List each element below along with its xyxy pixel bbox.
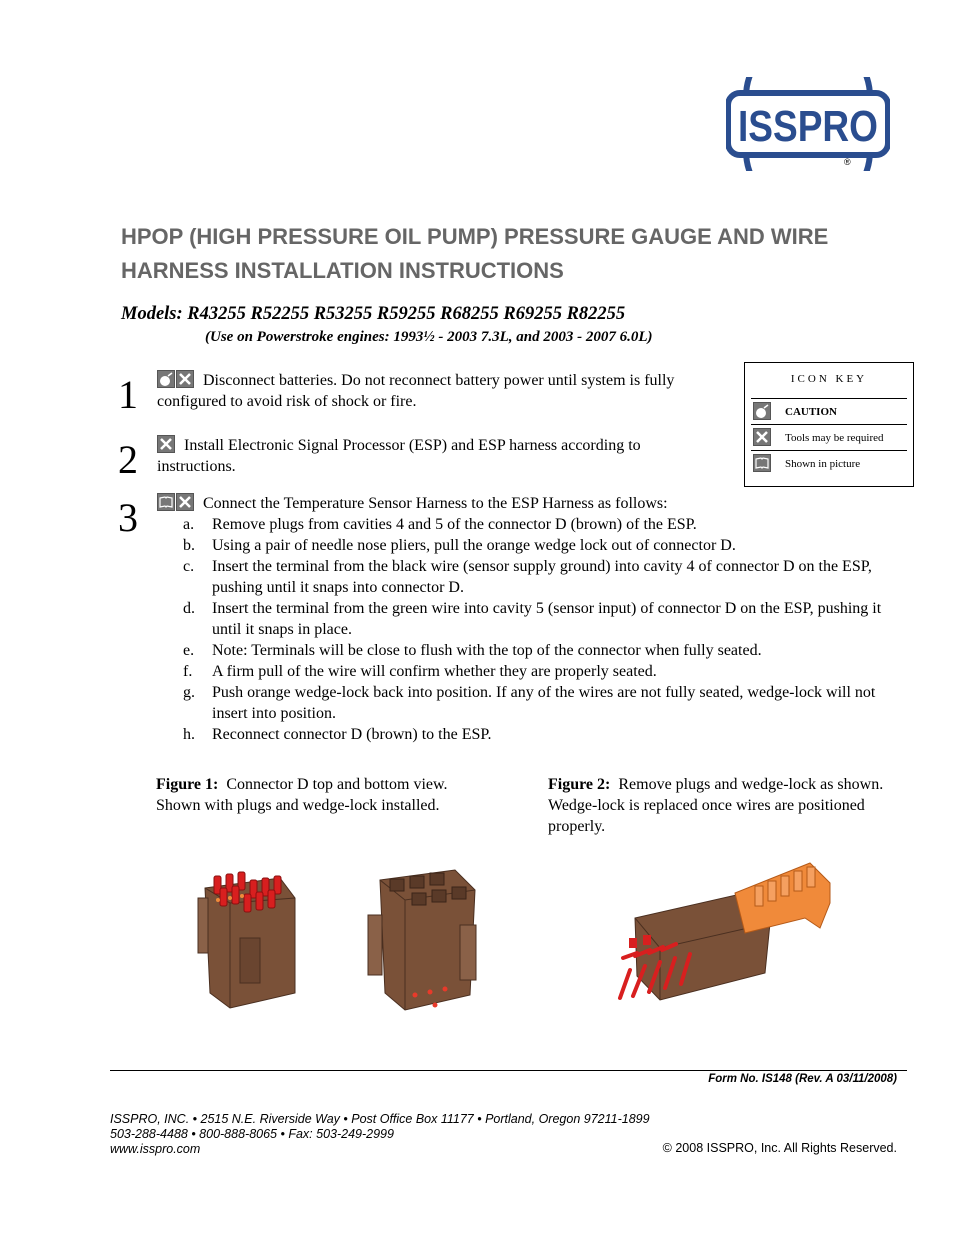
tools-icon — [176, 370, 194, 388]
step-text — [157, 370, 717, 412]
icon-key-row — [751, 398, 907, 425]
list-item: b. Using a pair of needle nose pliers, pull the orange wedge lock out of connector D. — [183, 537, 736, 554]
icon-key-title: ICON KEY — [790, 373, 868, 385]
caution-icon — [753, 402, 771, 420]
step-number: 3 — [118, 495, 138, 540]
icon-key-label: Tools may be required — [785, 432, 884, 444]
connector-bottom-view — [360, 865, 485, 1020]
list-item: d. Insert the terminal from the green wire into cavity 5 (sensor input) of connector D on the ESP, pushing it until it snaps in place. — [183, 600, 882, 638]
tools-icon — [753, 428, 771, 446]
picture-icon — [753, 454, 771, 472]
footer-website[interactable]: www.isspro.com — [110, 1142, 201, 1156]
footer-address: ISSPRO, INC. • 2515 N.E. Riverside Way • Post Office Box 11177 • Portland, Oregon 97211-1899 — [110, 1112, 650, 1126]
list-item: e. Note: Terminals will be close to flush with the top of the connector when fully seated. — [183, 642, 762, 659]
form-number: Form No. IS148 (Rev. A 03/11/2008) — [708, 1073, 897, 1085]
tools-icon — [157, 435, 175, 453]
figure-1-caption: Figure 1: Connector D top and bottom view. Shown with plugs and wedge-lock installed. — [156, 776, 448, 814]
icon-key — [744, 362, 914, 487]
list-item: g. Push orange wedge-lock back into position. If any of the wires are not fully seated, wedge-lock will not insert into position. — [183, 684, 876, 722]
icon-key-label: Shown in picture — [785, 458, 861, 470]
step-number: 1 — [118, 372, 138, 417]
footer-phone: 503-288-4488 • 800-888-8065 • Fax: 503-249-2999 — [110, 1127, 394, 1141]
page-title: HPOP (HIGH PRESSURE OIL PUMP) PRESSURE GAUGE AND WIRE HARNESS INSTALLATION INSTRUCTIONS — [121, 224, 829, 283]
registered-mark: ® — [844, 157, 851, 167]
list-item: f. A firm pull of the wire will confirm whether they are properly seated. — [183, 663, 657, 680]
logo-text: ISSPRO — [738, 102, 878, 151]
models-line: Models: R43255 R52255 R53255 R59255 R68255 R69255 R82255 — [121, 304, 626, 324]
icon-key-row — [751, 450, 907, 477]
step-number: 2 — [118, 437, 138, 482]
step-3-text: Connect the Temperature Sensor Harness to the ESP Harness as follows: — [203, 495, 668, 512]
icon-key-row — [751, 424, 907, 451]
step-1-text: Disconnect batteries. Do not reconnect battery power until system is fully configured to avoid risk of shock or fire. — [157, 372, 675, 410]
tools-icon — [176, 493, 194, 511]
copyright: © 2008 ISSPRO, Inc. All Rights Reserved. — [662, 1141, 897, 1155]
list-item: a. Remove plugs from cavities 4 and 5 of the connector D (brown) of the ESP. — [183, 516, 697, 533]
picture-icon — [157, 493, 175, 511]
step-2-text: Install Electronic Signal Processor (ESP) and ESP harness according to instructions. — [157, 437, 641, 475]
list-item: c. Insert the terminal from the black wire (sensor supply ground) into cavity 4 of connector D on the ESP, pushing until it snaps into connector D. — [183, 558, 872, 596]
use-on-line: (Use on Powerstroke engines: 1993½ - 2003 7.3L, and 2003 - 2007 6.0L) — [205, 329, 653, 345]
step-text — [157, 435, 717, 477]
step-text — [157, 493, 857, 514]
figure-2-caption: Figure 2: Remove plugs and wedge-lock as shown. Wedge-lock is replaced once wires are positioned properly. — [548, 776, 884, 835]
connector-top-view — [190, 868, 300, 1018]
list-item: h. Reconnect connector D (brown) to the ESP. — [183, 726, 492, 743]
isspro-logo — [726, 77, 890, 171]
footer-divider — [110, 1070, 907, 1071]
icon-key-label: CAUTION — [785, 406, 837, 418]
caution-icon — [157, 370, 175, 388]
connector-exploded-view — [615, 858, 840, 1023]
